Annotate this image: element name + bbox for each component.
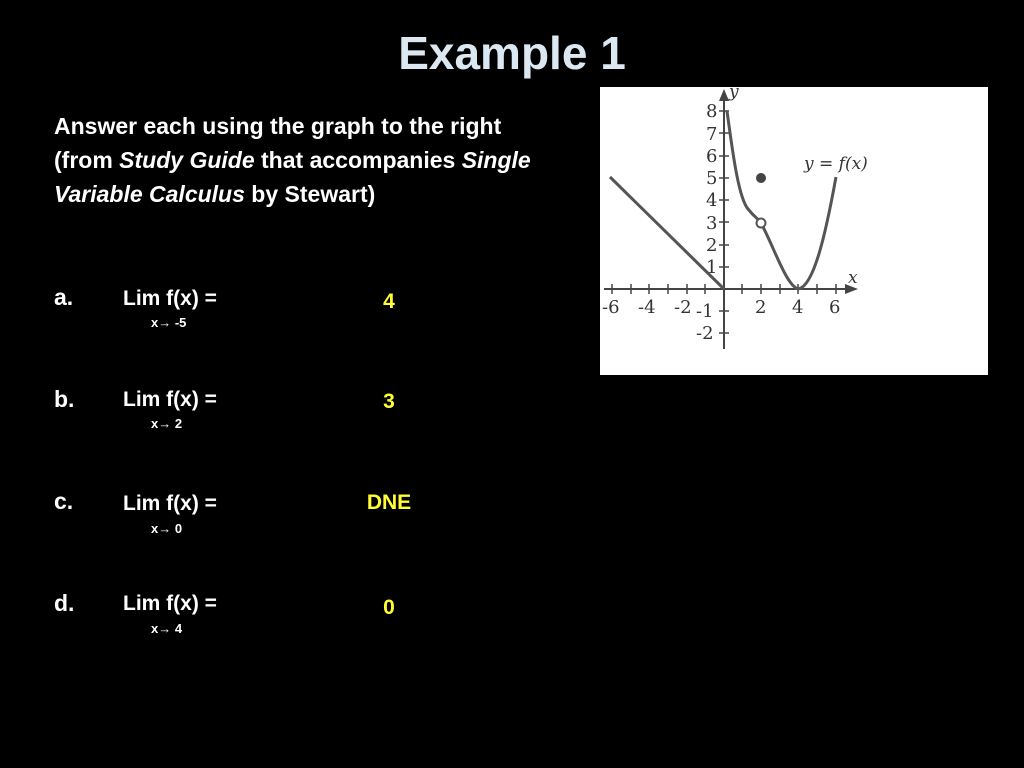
slide-title: Example 1: [398, 27, 626, 79]
y-tick-label-2: 2: [706, 235, 718, 256]
question-b-answer: 3: [383, 390, 395, 413]
y-axis-arrow: [719, 89, 729, 101]
x-tick-label-6: 6: [829, 297, 841, 318]
question-a-approach: x→ -5: [151, 315, 187, 330]
y-tick-label-4: 4: [706, 190, 718, 211]
question-c-answer: DNE: [366, 491, 412, 514]
x-tick-label-neg6: -6: [602, 297, 620, 318]
question-d-letter: d.: [54, 590, 75, 616]
question-b-expression: Lim f(x) =: [123, 388, 217, 411]
question-c-approach: x→ 0: [151, 521, 183, 536]
y-tick-label-neg1: -1: [696, 301, 714, 322]
y-tick-label-1: 1: [706, 257, 718, 278]
x-tick-label-neg4: -4: [638, 297, 656, 318]
curve-right-parabola: [761, 177, 836, 289]
function-graph: [600, 87, 988, 375]
y-tick-label-5: 5: [706, 168, 718, 189]
curve-middle-branch: [727, 111, 761, 223]
question-c-letter: c.: [54, 488, 74, 514]
question-d-answer: 0: [383, 596, 395, 619]
open-circle-point: [757, 219, 766, 228]
function-label: y = f(x): [804, 154, 868, 174]
instructions-part-3: by Stewart): [244, 181, 376, 207]
x-tick-label-4: 4: [792, 297, 804, 318]
x-axis-label: x: [848, 268, 858, 288]
question-b-approach: x→ 2: [151, 416, 183, 431]
question-d-approach: x→ 4: [151, 621, 183, 636]
y-tick-label-8: 8: [706, 101, 718, 122]
question-a-expression: Lim f(x) =: [123, 287, 217, 310]
instructions-text: [54, 109, 554, 211]
instructions-part-2: that accompanies: [254, 147, 462, 173]
question-c-expression: Lim f(x) =: [123, 492, 217, 515]
question-a-letter: a.: [54, 284, 74, 310]
x-tick-label-neg2: -2: [674, 297, 692, 318]
y-tick-label-3: 3: [706, 213, 718, 234]
y-tick-label-neg2: -2: [696, 323, 714, 344]
question-b-letter: b.: [54, 386, 75, 412]
y-tick-label-6: 6: [706, 146, 718, 167]
question-d-expression: Lim f(x) =: [123, 592, 217, 615]
question-a-answer: 4: [383, 290, 395, 313]
instructions-part-1: Answer each using the graph to the right (from: [54, 113, 502, 173]
filled-point: [756, 173, 766, 183]
book-title: Single Variable Calculus: [54, 147, 531, 207]
y-tick-label-7: 7: [706, 124, 718, 145]
study-guide-title: Study Guide: [119, 147, 255, 173]
graph-svg: [600, 87, 988, 375]
x-tick-label-2: 2: [755, 297, 767, 318]
y-axis-label: y: [729, 87, 739, 102]
